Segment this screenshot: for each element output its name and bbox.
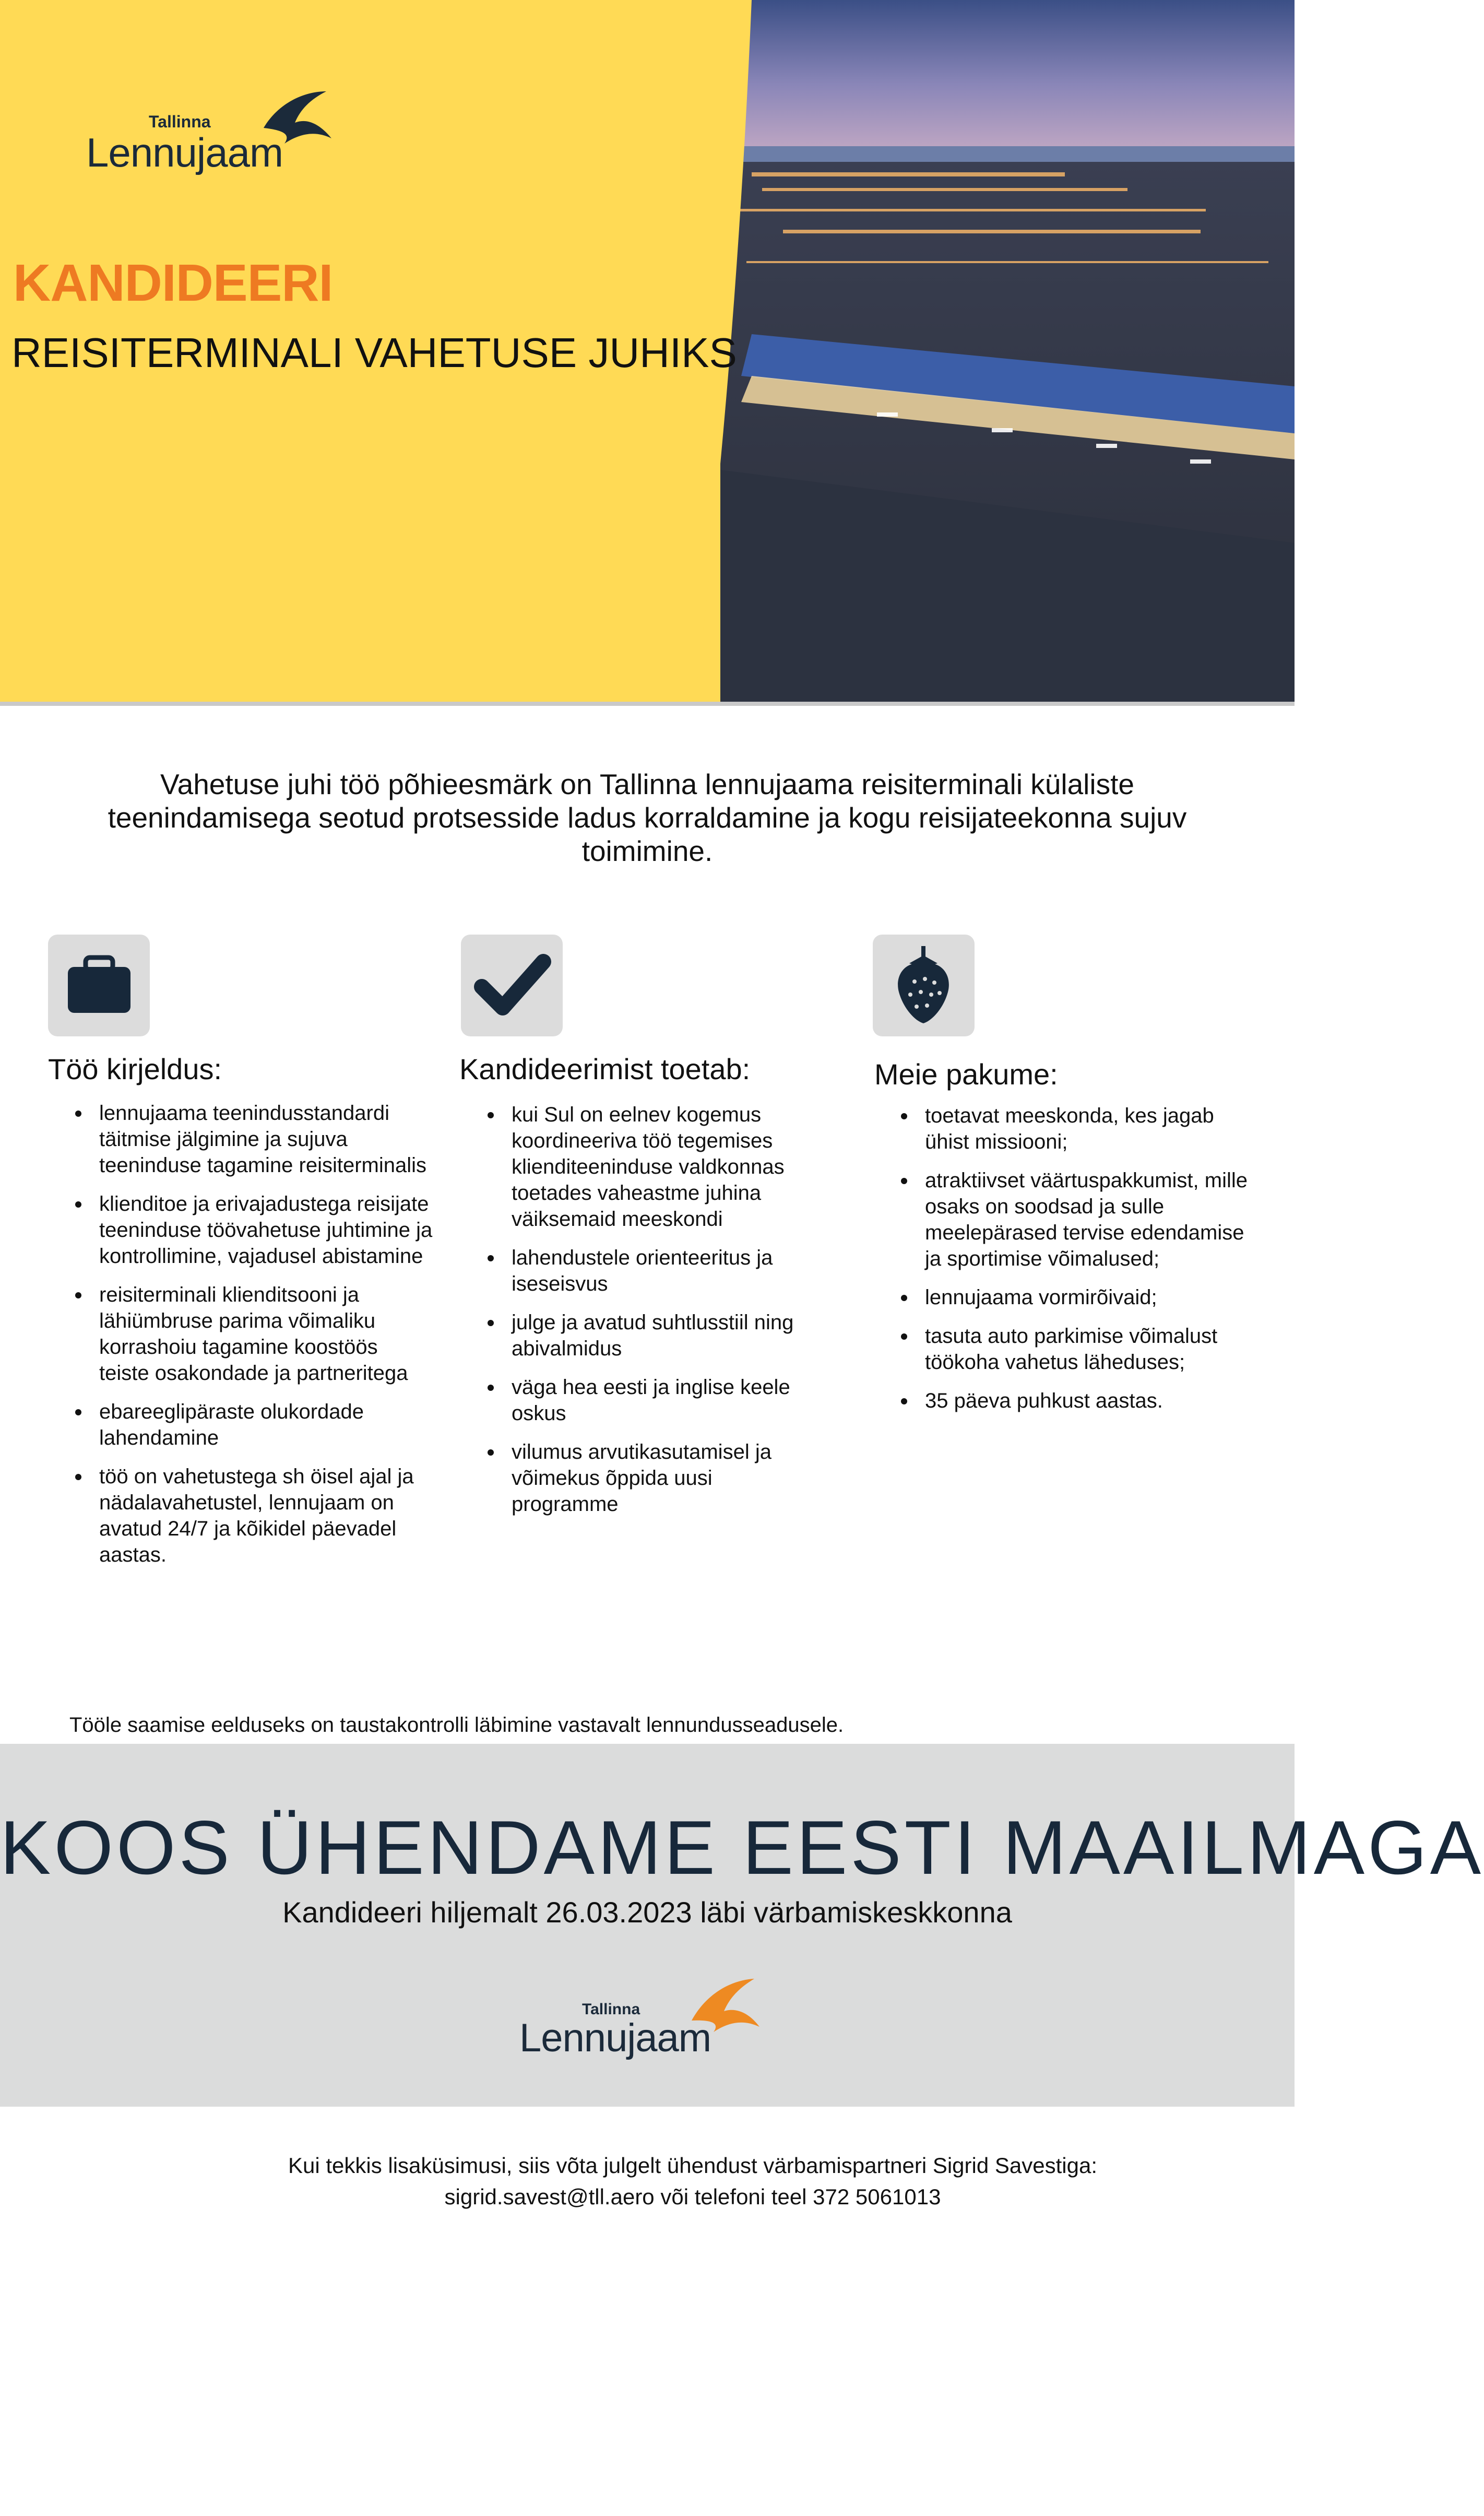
list-item: toetavat meeskonda, kes jagab ühist missiooni; — [894, 1103, 1249, 1155]
list-item: atraktiivset väärtuspakkumist, mille osaks on soodsad ja sulle meelepärased tervise edendamise ja sportimise võimalused; — [894, 1167, 1249, 1272]
list-item: reisiterminali klienditsooni ja lähiümbruse parima võimaliku korrashoiu tagamine koostöös teiste osakondade ja partneritega — [68, 1282, 433, 1386]
list-item: lennujaama teenindusstandardi täitmise jälgimine ja sujuva teeninduse tagamine reisiterminalis — [68, 1100, 433, 1178]
slogan: KOOS ÜHENDAME EESTI MAAILMAGA — [0, 1805, 1484, 1890]
requirements-heading: Kandideerimist toetab: — [459, 1053, 751, 1085]
contact-details: sigrid.savest@tll.aero või telefoni teel 372 5061013 — [444, 2184, 941, 2209]
swallow-icon — [686, 1968, 765, 2047]
list-item: kui Sul on eelnev kogemus koordineeriva töö tegemises klienditeeninduse valdkonnas toetades vaheastme juhina väiksemaid meeskondi — [480, 1102, 825, 1232]
intro-text: Vahetuse juhi töö põhieesmärk on Tallinna lennujaama reisiterminali külaliste teenindamisega seotud protsesside ladus korraldamine ja kogu reisijateekonna sujuv toimimine. — [108, 768, 1187, 867]
contact-line: Kui tekkis lisaküsimusi, siis võta julgelt ühendust värbamispartneri Sigrid Savestiga: — [288, 2153, 1098, 2178]
list-item: vilumus arvutikasutamisel ja võimekus õppida uusi programme — [480, 1439, 825, 1517]
list-item: ebareeglipäraste olukordade lahendamine — [68, 1399, 433, 1451]
swallow-icon — [258, 81, 337, 159]
list-item: lennujaama vormirõivaid; — [894, 1284, 1249, 1310]
icon-tile — [48, 935, 150, 1036]
icon-tile — [461, 935, 563, 1036]
list-item: klienditoe ja erivajadustega reisijate teeninduse töövahetuse juhtimine ja kontrollimine, vajadusel abistamine — [68, 1191, 433, 1269]
strawberry-icon — [873, 935, 975, 1036]
job-title: REISITERMINALI VAHETUSE JUHIKS — [11, 329, 737, 376]
list-item: väga hea eesti ja inglise keele oskus — [480, 1374, 825, 1426]
contact-info — [0, 2150, 1385, 2213]
offer-heading: Meie pakume: — [874, 1058, 1058, 1091]
list-item: 35 päeva puhkust aastas. — [894, 1388, 1249, 1414]
hero-divider — [0, 702, 1295, 706]
briefcase-icon — [48, 935, 150, 1036]
logo-small-text: Tallinna — [582, 2001, 640, 2018]
list-item: töö on vahetustega sh öisel ajal ja nädalavahetustel, lennujaam on avatud 24/7 ja kõikidel päevadel aastas. — [68, 1463, 433, 1568]
tallinna-lennujaam-logo-footer — [519, 1968, 780, 2062]
logo-big-text: Lennujaam — [86, 129, 283, 175]
checkmark-icon — [461, 935, 563, 1036]
logo-big-text: Lennujaam — [519, 2016, 711, 2060]
requirements-column — [461, 935, 563, 1036]
icon-tile — [873, 935, 975, 1036]
list-item: tasuta auto parkimise võimalust töökoha vahetus läheduses; — [894, 1323, 1249, 1375]
logo-small-text: Tallinna — [149, 112, 211, 131]
hero-banner — [0, 0, 1295, 706]
job-description-column — [48, 935, 150, 1036]
offer-column — [873, 935, 975, 1036]
tallinna-lennujaam-logo — [81, 81, 342, 175]
background-check-note: Tööle saamise eelduseks on taustakontrolli läbimine vastavalt lennundusseadusele. — [69, 1714, 844, 1737]
job-description-list — [68, 1100, 433, 1580]
kicker-heading: KANDIDEERI — [13, 254, 333, 312]
list-item: lahendustele orienteeritus ja iseseisvus — [480, 1245, 825, 1297]
list-item: julge ja avatud suhtlusstiil ning abivalmidus — [480, 1309, 825, 1362]
job-description-heading: Töö kirjeldus: — [48, 1053, 222, 1085]
offer-list — [894, 1103, 1249, 1426]
application-deadline: Kandideeri hiljemalt 26.03.2023 läbi värbamiskeskkonna — [282, 1896, 1012, 1929]
slogan-band — [0, 1744, 1484, 2107]
requirements-list — [480, 1102, 825, 1530]
